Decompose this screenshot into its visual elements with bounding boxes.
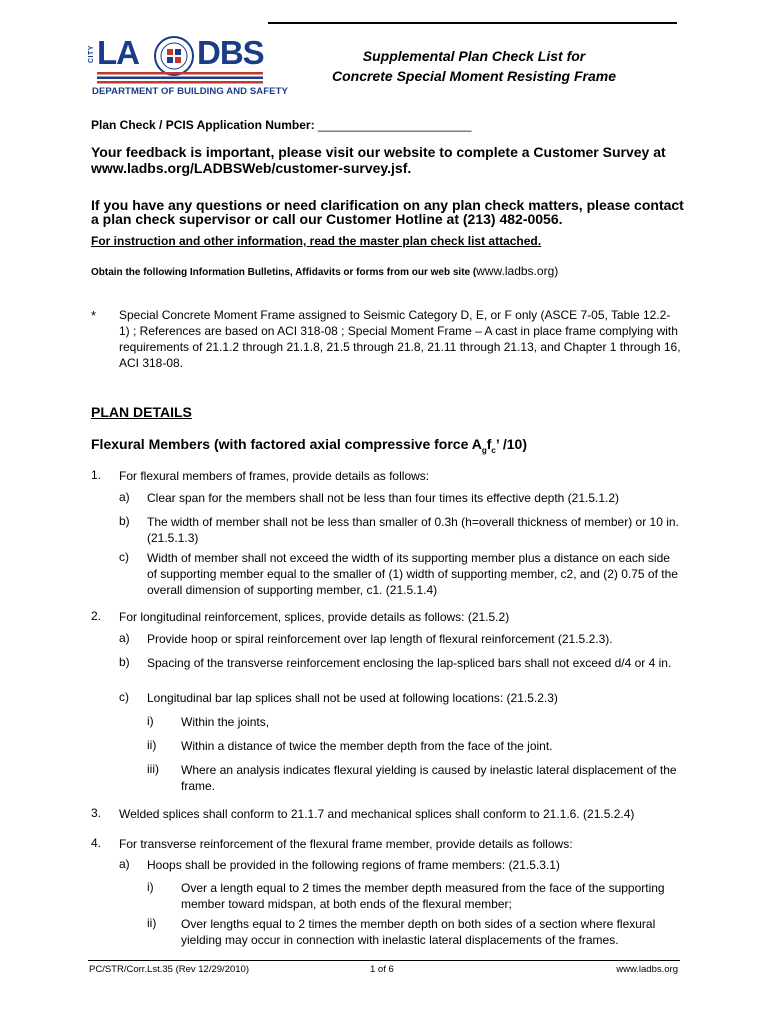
item-text: Spacing of the transverse reinforcement enclosing the lap-spliced bars shall not exceed d/4 or 4 in. [147, 656, 672, 670]
footer-document-id: PC/STR/Corr.Lst.35 (Rev 12/29/2010) [89, 964, 249, 975]
item-text: Longitudinal bar lap splices shall not be used at following locations: (21.5.2.3) [147, 691, 558, 705]
subsection-suffix: ’ /10) [495, 436, 528, 452]
item-number: b) [119, 655, 130, 669]
feedback-paragraph [91, 144, 691, 176]
item-number: 4. [91, 836, 102, 850]
logo-department-text: DEPARTMENT OF BUILDING AND SAFETY [92, 86, 288, 97]
questions-line-2: a plan check supervisor or call our Customer Hotline at (213) 482-0056. [91, 211, 563, 227]
logo-dbs-text: DBS [197, 34, 264, 71]
item-text: For flexural members of frames, provide details as follows: [119, 469, 430, 483]
footer-website[interactable]: www.ladbs.org [616, 964, 678, 975]
questions-paragraph [91, 198, 691, 226]
item-text: Over a length equal to 2 times the member depth measured from the face of the supporting member toward midspan, at both ends of the flexural member; [181, 881, 665, 911]
item-number: b) [119, 514, 130, 528]
questions-line-1: If you have any questions or need clarification on any plan check matters, please contact [91, 197, 684, 213]
item-number: 1. [91, 468, 102, 482]
item-text: Clear span for the members shall not be less than four times its effective depth (21.5.1.2) [147, 491, 620, 505]
item-number: c) [119, 550, 129, 564]
item-text: For transverse reinforcement of the flexural frame member, provide details as follows: [119, 837, 573, 851]
item-text: Welded splices shall conform to 21.1.7 and mechanical splices shall conform to 21.1.6. (21.5.2.4) [119, 807, 635, 821]
logo-la-text: LA [97, 34, 139, 71]
footer-page-number: 1 of 6 [370, 964, 394, 975]
item-text: Hoops shall be provided in the following regions of frame members: (21.5.3.1) [147, 858, 560, 872]
item-text: Over lengths equal to 2 times the member depth on both sides of a section where flexural yielding may occur in connection with inelastic lateral displacements of the frames. [181, 917, 656, 947]
item-number: c) [119, 690, 129, 704]
item-number: a) [119, 857, 130, 871]
obtain-text: Obtain the following Information Bulletins, Affidavits or forms from our web site ( [91, 267, 477, 278]
subsection-f: f [486, 436, 492, 452]
obtain-url[interactable]: www.ladbs.org [476, 264, 555, 278]
subsection-sub-g: g [481, 445, 487, 455]
item-number: a) [119, 631, 130, 645]
item-number: a) [119, 490, 130, 504]
application-number [91, 118, 471, 132]
item-text: Width of member shall not exceed the width of its supporting member plus a distance on each side of supporting member equal to the smaller of (1) width of supporting member, c2, and (2) 0.75 of the overall dimension of supporting member, c1. (21.5.1.4) [147, 551, 678, 597]
application-number-blank: _______________________ [317, 118, 472, 132]
item-text: Where an analysis indicates flexural yielding is caused by inelastic lateral displacement of the frame. [181, 763, 677, 793]
obtain-note [91, 264, 558, 278]
footer-rule [88, 960, 680, 961]
page-title [298, 46, 650, 86]
item-text: For longitudinal reinforcement, splices, provide details as follows: (21.5.2) [119, 610, 510, 624]
item-number: ii) [147, 738, 157, 752]
note-text: Special Concrete Moment Frame assigned to Seismic Category D, E, or F only (ASCE 7-05, Table 12.2-1) ; References are based on ACI 318-08 ; Special Moment Frame – A cast in place frame complying with requirements of 21.1.2 through 21.1.8, 21.5 through 21.8, 21.11 through 21.13, and Chapter 1 through 16, ACI 318-08. [119, 308, 681, 370]
feedback-line-1: Your feedback is important, please visit our website to complete a Customer Survey at [91, 144, 666, 160]
city-seal-icon [154, 36, 194, 76]
section-title: PLAN DETAILS [91, 404, 192, 420]
subsection-title [91, 436, 527, 455]
item-number: i) [147, 714, 154, 728]
feedback-line-2: www.ladbs.org/LADBSWeb/customer-survey.jsf. [91, 160, 412, 176]
header-rule [268, 22, 677, 24]
application-number-label: Plan Check / PCIS Application Number: [91, 118, 315, 132]
title-line-1: Supplemental Plan Check List for [362, 48, 586, 64]
item-text: Within the joints, [181, 715, 270, 729]
item-number: 2. [91, 609, 102, 623]
logo-stripes [97, 72, 263, 84]
item-text: Within a distance of twice the member depth from the face of the joint. [181, 739, 553, 753]
subsection-prefix: Flexural Members (with factored axial compressive force A [91, 436, 482, 452]
item-number: 3. [91, 806, 102, 820]
item-text: The width of member shall not be less than smaller of 0.3h (h=overall thickness of member) or 10 in. (21.5.1.3) [147, 515, 679, 545]
ladbs-logo [88, 34, 288, 100]
note-marker: * [91, 308, 97, 323]
logo-city-text: CITY [88, 45, 95, 63]
instruction-note: For instruction and other information, read the master plan check list attached. [91, 234, 542, 248]
item-text: Provide hoop or spiral reinforcement over lap length of flexural reinforcement (21.5.2.3). [147, 632, 613, 646]
obtain-close: ) [554, 264, 559, 278]
subsection-sub-c: c [491, 445, 496, 455]
item-number: iii) [147, 762, 159, 776]
title-line-2: Concrete Special Moment Resisting Frame [332, 68, 616, 84]
item-number: i) [147, 880, 154, 894]
item-number: ii) [147, 916, 157, 930]
